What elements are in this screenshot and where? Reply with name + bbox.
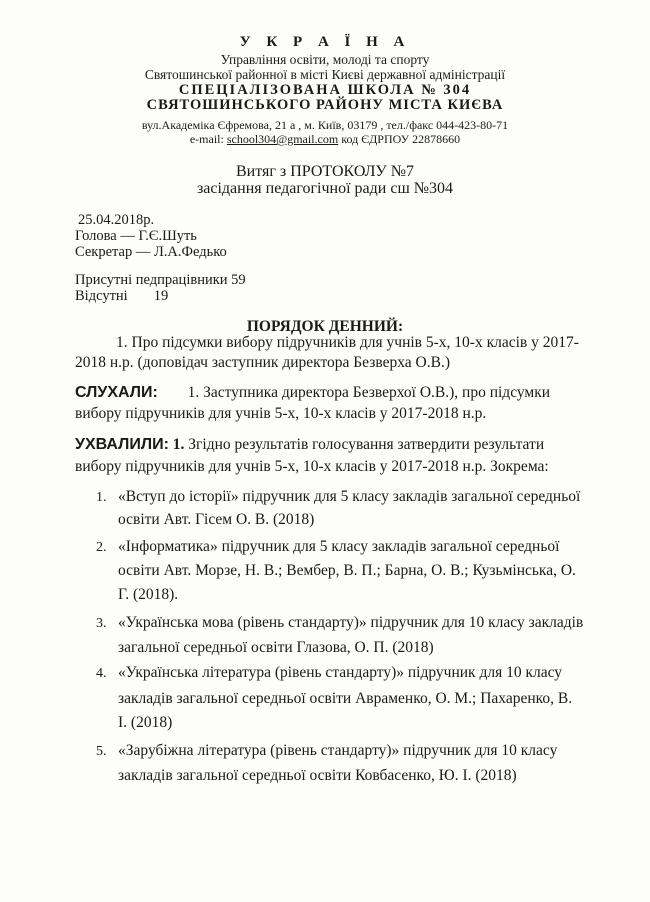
- list-item-number: 4.: [96, 666, 107, 681]
- country-heading: У К Р А Ї Н А: [239, 34, 411, 50]
- resolved-line1: [75, 436, 589, 454]
- heard-text-line1: 1. Заступника директора Безверхої О.В.), про підсумки: [187, 384, 551, 401]
- contact-line: [0, 132, 650, 147]
- list-item-line: «Вступ до історії» підручник для 5 класу закладів загальної середньої: [118, 488, 581, 505]
- absent-label: Відсутні: [75, 288, 128, 304]
- list-item-number: 1.: [96, 490, 107, 505]
- list-item-line: «Українська література (рівень стандарту)» підручник для 10 класу: [118, 664, 563, 681]
- list-item-line: загальної середньої освіти Глазова, О. П. (2018): [118, 639, 434, 656]
- school-address: вул.Академіка Єфремова, 21 а , м. Київ, 03179 , тел./факс 044-423-80-71: [141, 118, 509, 132]
- list-item-line: «Інформатика» підручник для 5 класу закладів загальної середньої: [118, 538, 560, 555]
- document-title: Витяг з ПРОТОКОЛУ №7: [235, 163, 415, 180]
- absent-count: 19: [153, 288, 169, 304]
- email-label: e-mail:: [189, 132, 224, 146]
- heard-label: СЛУХАЛИ:: [75, 384, 158, 401]
- list-item-line: закладів загальної середньої освіти Ковбасенко, Ю. І. (2018): [118, 767, 517, 784]
- heard-text-line2: вибору підручників для учнів 5-х, 10-х класів у 2017-2018 н.р.: [75, 405, 487, 422]
- absent-line: [75, 288, 168, 305]
- school-name-line2: СВЯТОШИНСЬКОГО РАЙОНУ МІСТА КИЄВА: [146, 97, 504, 113]
- list-item-line: освіти Авт. Гісем О. В. (2018): [118, 511, 315, 528]
- list-item-line: І. (2018): [118, 714, 173, 731]
- edrpou-code: код ЄДРПОУ 22878660: [341, 132, 461, 146]
- resolved-label: УХВАЛИЛИ:: [75, 436, 169, 453]
- list-item-line: «Українська мова (рівень стандарту)» підручник для 10 класу закладів: [118, 614, 584, 631]
- email-link[interactable]: school304@gmail.com: [226, 132, 339, 146]
- resolved-text-line2: вибору підручників для учнів 5-х, 10-х класів у 2017-2018 н.р. Зокрема:: [75, 458, 549, 475]
- list-item-number: 3.: [96, 616, 107, 631]
- agenda-heading: ПОРЯДОК ДЕННИЙ:: [246, 318, 404, 335]
- list-item-line: Г. (2018).: [118, 586, 179, 603]
- list-item-number: 5.: [96, 744, 107, 759]
- agenda-item-line2: 2018 н.р. (доповідач заступник директора Безверха О.В.): [75, 354, 450, 371]
- administration-name: Святошинської районної в місті Києві державної адміністрації: [144, 67, 506, 82]
- document-date: 25.04.2018р.: [78, 212, 155, 228]
- agenda-item-line1: 1. Про підсумки вибору підручників для учнів 5-х, 10-х класів у 2017-: [116, 334, 579, 351]
- secretary-line: Секретар — Л.А.Федько: [75, 244, 227, 260]
- list-item-line: освіти Авт. Морзе, Н. В.; Вембер, В. П.; Барна, О. В.; Кузьмінська, О.: [118, 562, 576, 579]
- heard-line1: [75, 384, 589, 402]
- list-item-line: закладів загальної середньої освіти Авраменко, О. М.; Пахаренко, В.: [118, 690, 573, 707]
- list-item-line: «Зарубіжна література (рівень стандарту)» підручник для 10 класу: [118, 742, 558, 759]
- resolved-number: 1.: [172, 436, 185, 453]
- department-name: Управління освіти, молоді та спорту: [220, 52, 430, 67]
- resolved-text-line1: Згідно результатів голосування затвердити результати: [188, 436, 545, 453]
- present-line: Присутні педпрацівники 59: [75, 272, 246, 288]
- school-name-line1: СПЕЦІАЛІЗОВАНА ШКОЛА № 304: [178, 82, 472, 98]
- chair-line: Голова — Г.Є.Шуть: [75, 228, 197, 244]
- list-item-number: 2.: [96, 540, 107, 555]
- document-subtitle: засідання педагогічної ради сш №304: [196, 180, 454, 197]
